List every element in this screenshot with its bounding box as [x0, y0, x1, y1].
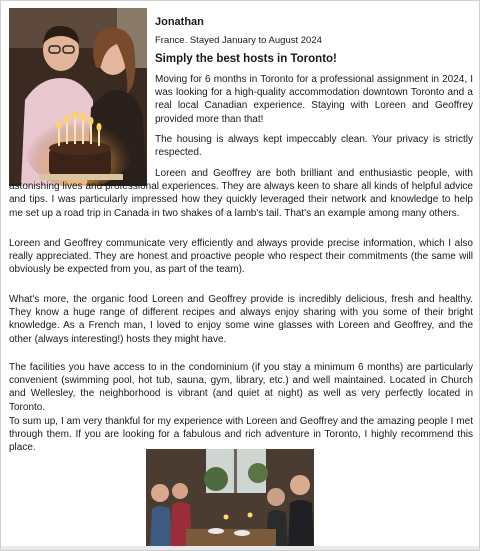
review-paragraph-block [9, 361, 473, 414]
photo-birthday-cake-image [9, 8, 147, 186]
review-paragraph: Loreen and Geoffrey communicate very efficiently and always provide precise information, which I also really appreciated. They are honest and proactive people who respect their commitments (the same will obviously be expected from you, as part of the team). [9, 238, 473, 276]
review-paragraph-block [9, 237, 473, 277]
photo-birthday-cake [9, 8, 147, 186]
review-author: Jonathan [155, 16, 204, 28]
review-paragraph: The housing is always kept impeccably clean. Your privacy is strictly respected. [155, 133, 473, 159]
scroll-edge [1, 546, 479, 550]
review-paragraph-block [9, 293, 473, 346]
review-paragraph: To sum up, I am very thankful for my experience with Loreen and Geoffrey and the amazing people I met through them. If you are looking for a fabulous and rich adventure in Toronto, I highly recommend this place. [9, 416, 473, 454]
review-paragraph: What's more, the organic food Loreen and Geoffrey provide is incredibly delicious, fresh and healthy. They know a huge range of different recipes and always enjoy sharing with you some of their bright knowledge. As a French man, I loved to enjoy some wine glasses with Loreen and Geoffrey, and the other (always interesting!) hosts they might have. [9, 294, 473, 345]
review-headline: Simply the best hosts in Toronto! [155, 53, 337, 65]
review-paragraph: The facilities you have access to in the condominium (if you stay a minimum 6 months) are particularly convenient (swimming pool, hot tub, sauna, gym, library, etc.) and well maintained. Located in Church and Wellesley, the neighborhood is vibrant (and quiet at night) as well as very perfectly located in Toronto. [9, 362, 473, 413]
review-paragraph: Moving for 6 months in Toronto for a professional assignment in 2024, I was looking for a high-quality accommodation downtown Toronto and a real local Canadian experience. Staying with Loreen and Geoffrey provided more than that! [155, 74, 473, 125]
review-paragraph: Loreen and Geoffrey are both brilliant and enthusiastic people, with astonishing lives and professional experiences. They are always keen to share all kinds of helpful advice and tips. I was particularly impressed how they quickly leveraged their network and knowledge to help me set up a road trip in Canada in two shakes of a lamb's tail. That's an example among many others. [9, 168, 473, 219]
review-paragraph-block [9, 167, 473, 220]
review-meta: France. Stayed January to August 2024 [155, 35, 322, 46]
photo-group-dinner [146, 449, 314, 549]
review-header-column [155, 15, 473, 166]
photo-group-dinner-image [146, 449, 314, 549]
